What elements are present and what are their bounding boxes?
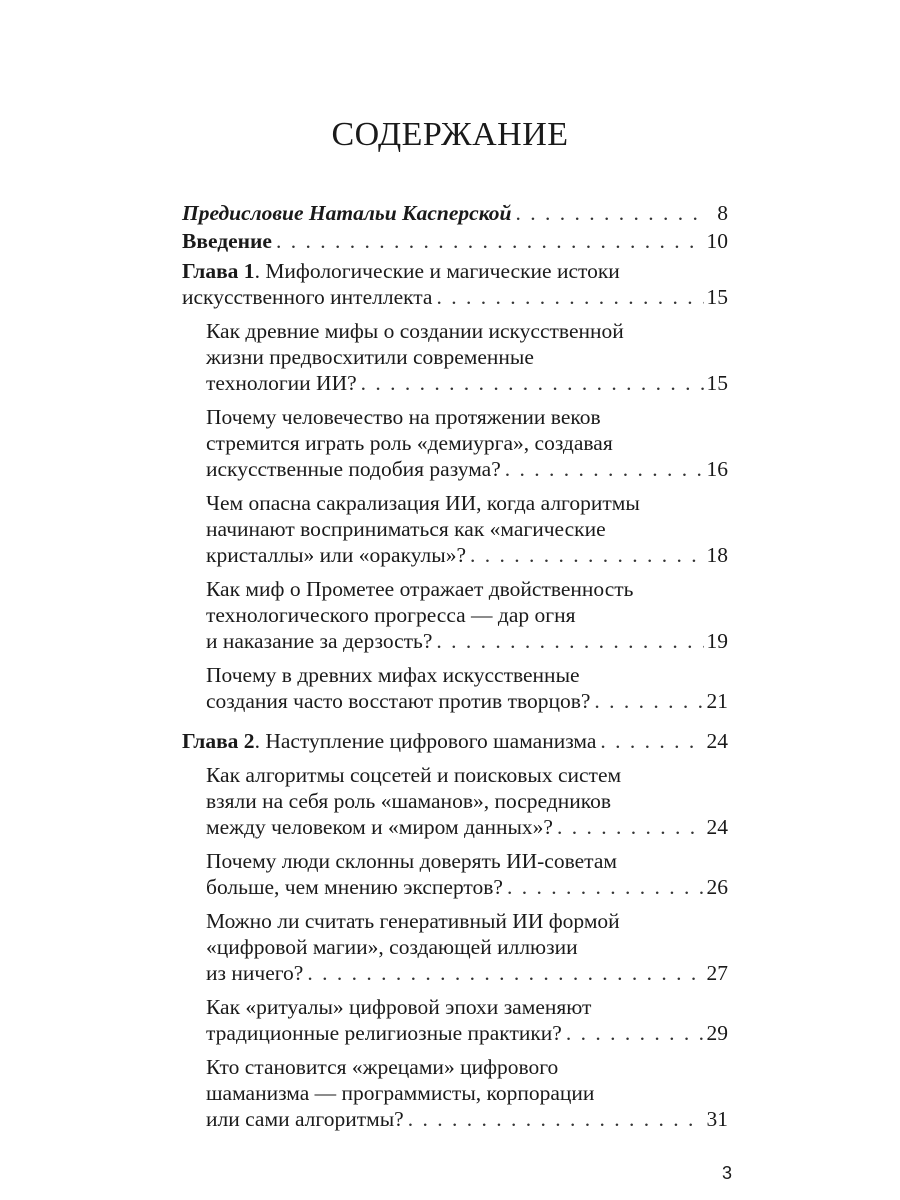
toc-entry-text: кристаллы» или «оракулы»? — [206, 543, 466, 567]
toc-entry-text: Введение — [182, 229, 272, 253]
toc-subentry[interactable] — [182, 318, 728, 396]
toc-entry-line: Как древние мифы о создании искусственной — [206, 319, 624, 343]
leader-dots — [516, 200, 707, 226]
toc-entry-line: Почему человечество на протяжении веков — [206, 405, 601, 429]
toc-entry-text: искусственные подобия разума? — [206, 457, 501, 481]
toc-entry-text: Предисловие Натальи Касперской — [182, 201, 512, 225]
toc-page-number: 26 — [706, 875, 728, 899]
page-title: СОДЕРЖАНИЕ — [331, 116, 569, 153]
toc-entry-line: Глава 1. Мифологические и магические истоки — [182, 259, 620, 283]
toc-page-number: 19 — [706, 629, 728, 653]
toc-subentry[interactable] — [182, 1054, 728, 1132]
toc-entry-line: жизни предвосхитили современные — [206, 345, 534, 369]
leader-dots — [566, 1020, 704, 1046]
table-of-contents — [182, 200, 728, 1134]
chapter-number: Глава 1 — [182, 259, 255, 283]
toc-entry-text: искусственного интеллекта — [182, 285, 433, 309]
toc-entry-text: технологии ИИ? — [206, 371, 357, 395]
toc-entry-line: Как «ритуалы» цифровой эпохи заменяют — [206, 995, 592, 1019]
toc-entry-line: шаманизма — программисты, корпорации — [206, 1081, 595, 1105]
toc-entry-last-line — [206, 814, 728, 840]
toc-entry-last-line — [206, 542, 728, 568]
toc-entry-text: и наказание за дерзость? — [206, 629, 433, 653]
toc-entry-last-line — [182, 200, 728, 226]
toc-subentry[interactable] — [182, 490, 728, 568]
toc-entry-last-line — [206, 1020, 728, 1046]
toc-entry[interactable] — [182, 258, 728, 310]
toc-entry-line: Кто становится «жрецами» цифрового — [206, 1055, 559, 1079]
leader-dots — [436, 284, 703, 310]
toc-entry-line: взяли на себя роль «шаманов», посредников — [206, 789, 612, 813]
toc-entry-last-line — [206, 1106, 728, 1132]
leader-dots — [307, 960, 703, 986]
page-number: 3 — [722, 1163, 733, 1183]
toc-entry-text: больше, чем мнению экспертов? — [206, 875, 503, 899]
toc-entry-last-line — [182, 728, 728, 754]
toc-page-number: 31 — [706, 1107, 728, 1131]
leader-dots — [361, 370, 704, 396]
leader-dots — [276, 228, 704, 254]
chapter-number: Глава 2 — [182, 729, 255, 753]
toc-entry-line: Почему люди склонны доверять ИИ-советам — [206, 849, 617, 873]
toc-entry-last-line — [206, 456, 728, 482]
toc-entry-text: создания часто восстают против творцов? — [206, 689, 591, 713]
toc-subentry[interactable] — [182, 576, 728, 654]
toc-entry-last-line — [206, 370, 728, 396]
toc-subentry[interactable] — [182, 848, 728, 900]
toc-entry-last-line — [206, 960, 728, 986]
leader-dots — [470, 542, 704, 568]
toc-entry[interactable] — [182, 228, 728, 254]
toc-entry-line: Почему в древних мифах искусственные — [206, 663, 580, 687]
toc-entry-line: Как алгоритмы соцсетей и поисковых систем — [206, 763, 622, 787]
toc-page-number: 29 — [706, 1021, 728, 1045]
toc-entry-text: между человеком и «миром данных»? — [206, 815, 553, 839]
toc-page-number: 15 — [706, 371, 728, 395]
toc-entry-last-line — [206, 874, 728, 900]
toc-entry-text: или сами алгоритмы? — [206, 1107, 404, 1131]
toc-entry-text: традиционные религиозные практики? — [206, 1021, 562, 1045]
toc-entry-line: Можно ли считать генеративный ИИ формой — [206, 909, 620, 933]
toc-entry[interactable] — [182, 728, 728, 754]
toc-page-number: 8 — [717, 201, 728, 225]
leader-dots — [600, 728, 703, 754]
toc-subentry[interactable] — [182, 662, 728, 714]
leader-dots — [594, 688, 703, 714]
toc-entry-line: Чем опасна сакрализация ИИ, когда алгоритмы — [206, 491, 640, 515]
toc-entry-line: «цифровой магии», создающей иллюзии — [206, 935, 578, 959]
toc-entry-text: Глава 2. Наступление цифрового шаманизма — [182, 729, 597, 753]
toc-page-number: 21 — [706, 689, 728, 713]
leader-dots — [505, 456, 704, 482]
leader-dots — [507, 874, 704, 900]
toc-entry-text: из ничего? — [206, 961, 304, 985]
toc-page-number: 15 — [706, 285, 728, 309]
toc-entry-last-line — [206, 628, 728, 654]
toc-entry-line: Как миф о Прометее отражает двойственность — [206, 577, 634, 601]
toc-subentry[interactable] — [182, 762, 728, 840]
toc-entry-last-line — [182, 228, 728, 254]
toc-page-number: 18 — [706, 543, 728, 567]
toc-entry-last-line — [206, 688, 728, 714]
toc-entry-line: начинают восприниматься как «магические — [206, 517, 606, 541]
toc-page-number: 24 — [706, 815, 728, 839]
toc-entry-line: стремится играть роль «демиурга», создавая — [206, 431, 613, 455]
leader-dots — [557, 814, 704, 840]
toc-subentry[interactable] — [182, 908, 728, 986]
toc-entry-last-line — [182, 284, 728, 310]
toc-entry[interactable] — [182, 200, 728, 226]
toc-entry-line: технологического прогресса — дар огня — [206, 603, 576, 627]
leader-dots — [408, 1106, 704, 1132]
toc-page-number: 16 — [706, 457, 728, 481]
toc-subentry[interactable] — [182, 404, 728, 482]
toc-subentry[interactable] — [182, 994, 728, 1046]
toc-page-number: 27 — [706, 961, 728, 985]
toc-page-number: 24 — [706, 729, 728, 753]
leader-dots — [436, 628, 703, 654]
toc-page-number: 10 — [706, 229, 728, 253]
